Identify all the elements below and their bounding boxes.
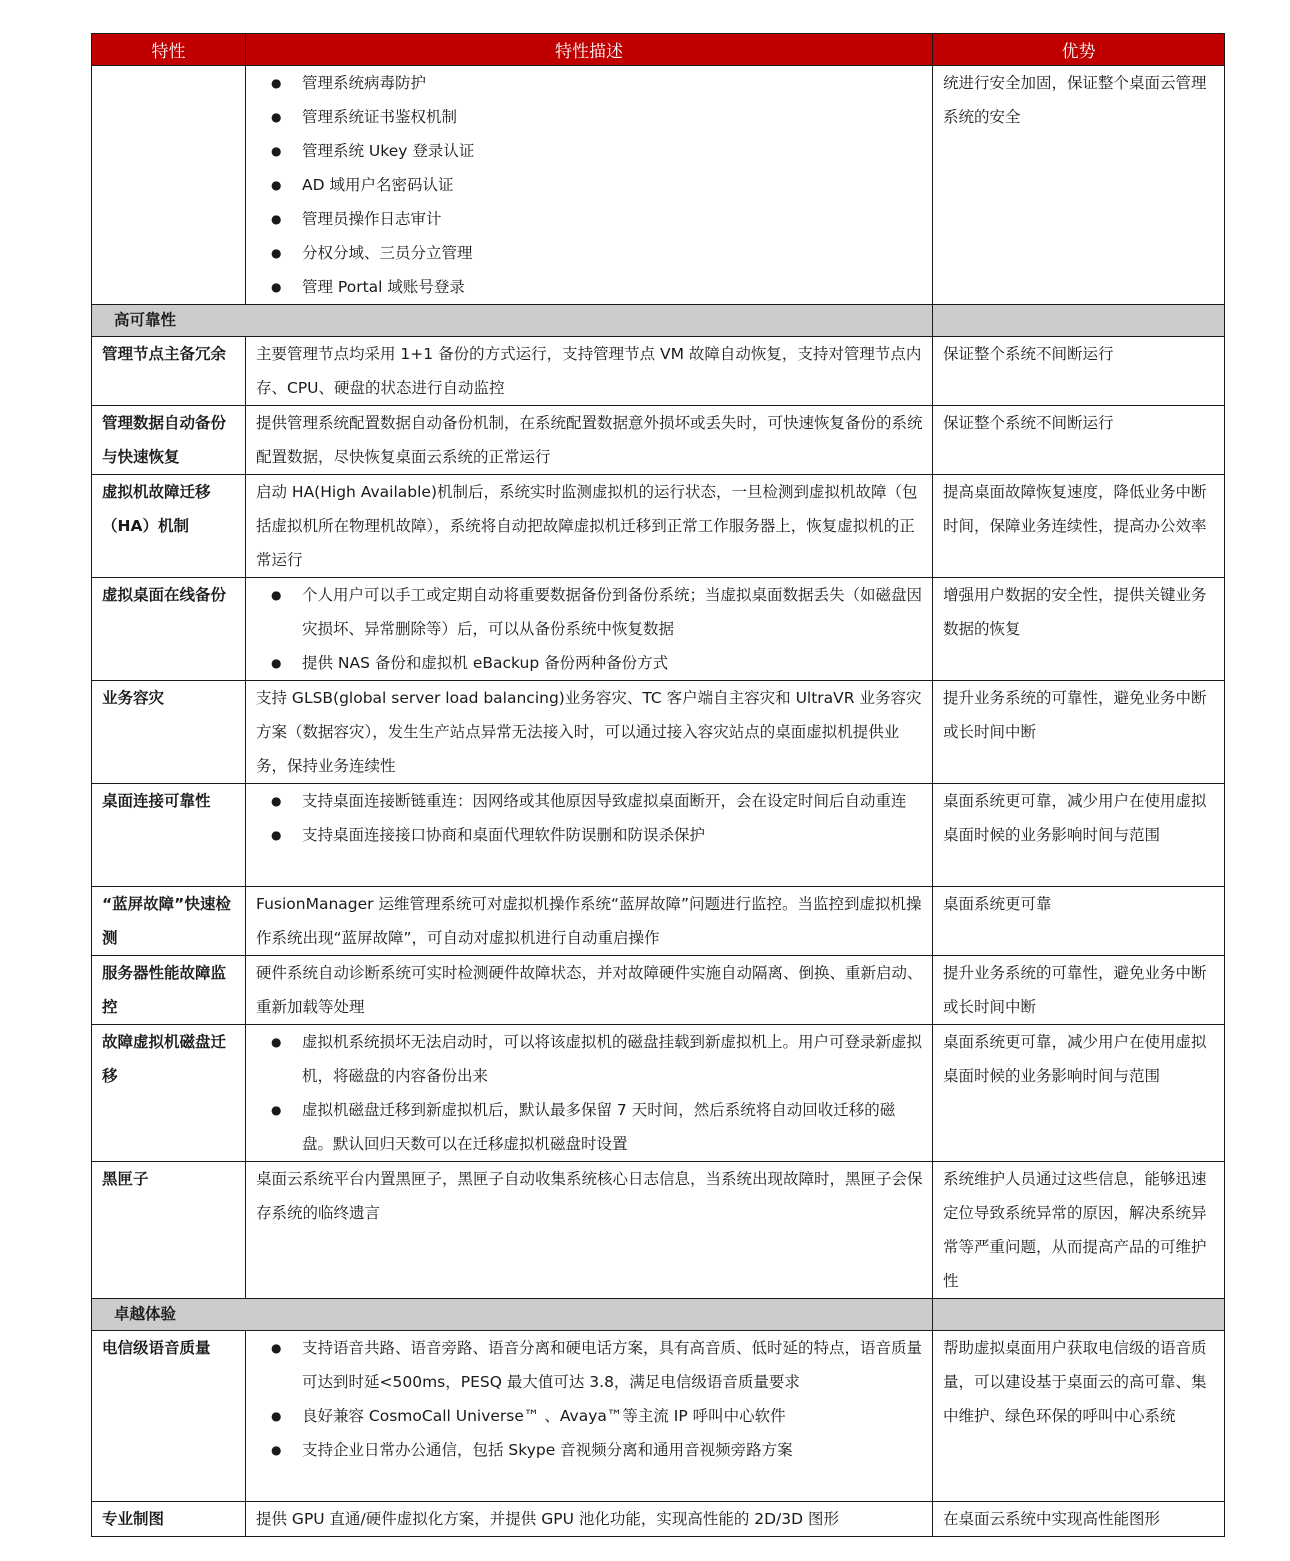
section-empty-cell	[933, 305, 1225, 337]
table-row	[92, 578, 1225, 681]
feature-name: 电信级语音质量	[92, 1331, 246, 1502]
feature-name: 故障虚拟机磁盘迁移	[92, 1025, 246, 1162]
feature-name: 专业制图	[92, 1502, 246, 1537]
bullet-item: ● 虚拟机磁盘迁移到新虚拟机后，默认最多保留 7 天时间，然后系统将自动回收迁移的磁盘。默认回归天数可以在迁移虚拟机磁盘时设置	[256, 1093, 924, 1161]
feature-description	[246, 66, 933, 305]
feature-name: 黑匣子	[92, 1162, 246, 1299]
feature-description: FusionManager 运维管理系统可对虚拟机操作系统“蓝屏故障”问题进行监控。当监控到虚拟机操作系统出现“蓝屏故障”，可自动对虚拟机进行自动重启操作	[246, 887, 933, 956]
feature-advantage: 桌面系统更可靠，减少用户在使用虚拟桌面时候的业务影响时间与范围	[933, 1025, 1225, 1162]
feature-advantage: 帮助虚拟桌面用户获取电信级的语音质量，可以建设基于桌面云的高可靠、集中维护、绿色环保的呼叫中心系统	[933, 1331, 1225, 1502]
feature-name: 虚拟桌面在线备份	[92, 578, 246, 681]
feature-description	[246, 578, 933, 681]
bullet-item: ● 个人用户可以手工或定期自动将重要数据备份到备份系统；当虚拟桌面数据丢失（如磁盘因灾损坏、异常删除等）后，可以从备份系统中恢复数据	[256, 578, 924, 646]
section-row	[92, 1299, 1225, 1331]
feature-advantage: 桌面系统更可靠	[933, 887, 1225, 956]
feature-description: 硬件系统自动诊断系统可实时检测硬件故障状态，并对故障硬件实施自动隔离、倒换、重新启动、重新加载等处理	[246, 956, 933, 1025]
header-advantage: 优势	[933, 34, 1225, 66]
table-row	[92, 1331, 1225, 1502]
bullet-item: ● 支持企业日常办公通信，包括 Skype 音视频分离和通用音视频旁路方案	[256, 1433, 924, 1467]
bullet-item: ● 管理 Portal 域账号登录	[256, 270, 924, 304]
bullet-item: ● 支持语音共路、语音旁路、语音分离和硬电话方案，具有高音质、低时延的特点，语音质量可达到时延<500ms，PESQ 最大值可达 3.8，满足电信级语音质量要求	[256, 1331, 924, 1399]
table-row	[92, 337, 1225, 406]
bullet-item: ● 支持桌面连接断链重连：因网络或其他原因导致虚拟桌面断开，会在设定时间后自动重连	[256, 784, 924, 818]
feature-advantage: 提升业务系统的可靠性，避免业务中断或长时间中断	[933, 681, 1225, 784]
feature-advantage: 提高桌面故障恢复速度，降低业务中断时间，保障业务连续性，提高办公效率	[933, 475, 1225, 578]
header-feature: 特性	[92, 34, 246, 66]
feature-description: 桌面云系统平台内置黑匣子，黑匣子自动收集系统核心日志信息，当系统出现故障时，黑匣子会保存系统的临终遗言	[246, 1162, 933, 1299]
table-row	[92, 1162, 1225, 1299]
table-row	[92, 681, 1225, 784]
bullet-item: ● 提供 NAS 备份和虚拟机 eBackup 备份两种备份方式	[256, 646, 924, 680]
bullet-item: ● 管理系统 Ukey 登录认证	[256, 134, 924, 168]
table-row	[92, 956, 1225, 1025]
bullet-item: ● 良好兼容 CosmoCall Universe™ 、Avaya™等主流 IP 呼叫中心软件	[256, 1399, 924, 1433]
table-row	[92, 406, 1225, 475]
feature-name: 虚拟机故障迁移（HA）机制	[92, 475, 246, 578]
feature-advantage: 在桌面云系统中实现高性能图形	[933, 1502, 1225, 1537]
feature-advantage: 保证整个系统不间断运行	[933, 406, 1225, 475]
bullet-item: ● 虚拟机系统损坏无法启动时，可以将该虚拟机的磁盘挂载到新虚拟机上。用户可登录新虚拟机，将磁盘的内容备份出来	[256, 1025, 924, 1093]
feature-name	[92, 66, 246, 305]
feature-name: 服务器性能故障监控	[92, 956, 246, 1025]
feature-description: 提供管理系统配置数据自动备份机制，在系统配置数据意外损坏或丢失时，可快速恢复备份的系统配置数据，尽快恢复桌面云系统的正常运行	[246, 406, 933, 475]
feature-description	[246, 1025, 933, 1162]
feature-name: 管理数据自动备份与快速恢复	[92, 406, 246, 475]
bullet-item: ● AD 域用户名密码认证	[256, 168, 924, 202]
bullet-item: ● 管理系统病毒防护	[256, 66, 924, 100]
feature-description: 主要管理节点均采用 1+1 备份的方式运行，支持管理节点 VM 故障自动恢复，支持对管理节点内存、CPU、硬盘的状态进行自动监控	[246, 337, 933, 406]
header-description: 特性描述	[246, 34, 933, 66]
bullet-item: ● 支持桌面连接接口协商和桌面代理软件防误删和防误杀保护	[256, 818, 924, 852]
feature-table	[91, 33, 1225, 1537]
feature-advantage: 提升业务系统的可靠性，避免业务中断或长时间中断	[933, 956, 1225, 1025]
feature-advantage: 统进行安全加固，保证整个桌面云管理系统的安全	[933, 66, 1225, 305]
table-header-row	[92, 34, 1225, 66]
bullet-item: ● 管理系统证书鉴权机制	[256, 100, 924, 134]
feature-name: 业务容灾	[92, 681, 246, 784]
feature-name: 桌面连接可靠性	[92, 784, 246, 887]
section-empty-cell	[933, 1299, 1225, 1331]
feature-advantage: 系统维护人员通过这些信息，能够迅速定位导致系统异常的原因，解决系统异常等严重问题，从而提高产品的可维护性	[933, 1162, 1225, 1299]
section-title: 卓越体验	[92, 1299, 933, 1331]
feature-description	[246, 784, 933, 887]
table-row	[92, 1502, 1225, 1537]
section-row	[92, 305, 1225, 337]
feature-description: 提供 GPU 直通/硬件虚拟化方案，并提供 GPU 池化功能，实现高性能的 2D/3D 图形	[246, 1502, 933, 1537]
feature-name: “蓝屏故障”快速检测	[92, 887, 246, 956]
section-title: 高可靠性	[92, 305, 933, 337]
feature-advantage: 保证整个系统不间断运行	[933, 337, 1225, 406]
table-row	[92, 887, 1225, 956]
table-row	[92, 66, 1225, 305]
feature-description: 支持 GLSB(global server load balancing)业务容灾、TC 客户端自主容灾和 UltraVR 业务容灾方案（数据容灾），发生生产站点异常无法接入时，可以通过接入容灾站点的桌面虚拟机提供业务，保持业务连续性	[246, 681, 933, 784]
bullet-item: ● 管理员操作日志审计	[256, 202, 924, 236]
table-row	[92, 475, 1225, 578]
feature-description: 启动 HA(High Available)机制后，系统实时监测虚拟机的运行状态，一旦检测到虚拟机故障（包括虚拟机所在物理机故障），系统将自动把故障虚拟机迁移到正常工作服务器上，恢复虚拟机的正常运行	[246, 475, 933, 578]
table-row	[92, 1025, 1225, 1162]
feature-name: 管理节点主备冗余	[92, 337, 246, 406]
table-row	[92, 784, 1225, 887]
feature-advantage: 增强用户数据的安全性，提供关键业务数据的恢复	[933, 578, 1225, 681]
feature-advantage: 桌面系统更可靠，减少用户在使用虚拟桌面时候的业务影响时间与范围	[933, 784, 1225, 887]
bullet-item: ● 分权分域、三员分立管理	[256, 236, 924, 270]
feature-description	[246, 1331, 933, 1502]
